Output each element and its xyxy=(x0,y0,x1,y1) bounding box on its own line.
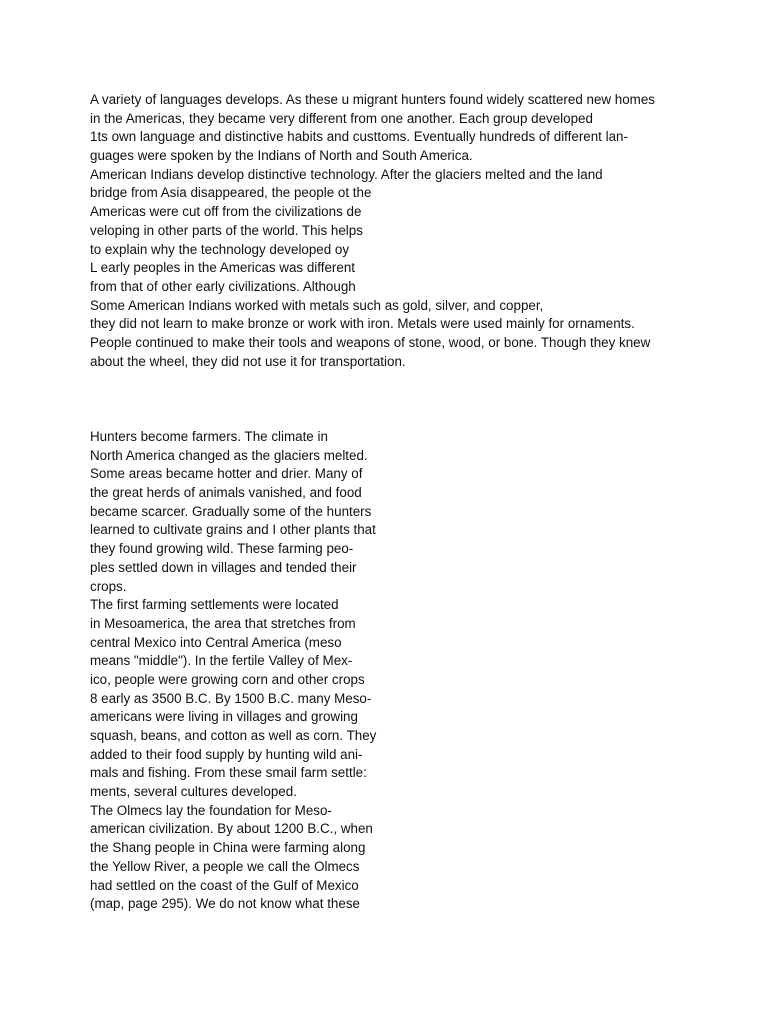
text-line: the great herds of animals vanished, and food xyxy=(90,485,362,501)
text-line: crops. xyxy=(90,578,127,594)
text-block-languages-technology xyxy=(90,91,655,371)
text-line: the Shang people in China were farming along xyxy=(90,840,366,856)
text-line: The first farming settlements were located xyxy=(90,597,339,613)
text-line: ico, people were growing corn and other crops xyxy=(90,671,365,687)
text-line: North America changed as the glaciers melted. xyxy=(90,447,368,463)
text-line: the Yellow River, a people we call the Olmecs xyxy=(90,858,360,874)
text-line: from that of other early civilizations. Although xyxy=(90,278,356,294)
text-line: central Mexico into Central America (meso xyxy=(90,634,342,650)
text-line: L early peoples in the Americas was different xyxy=(90,260,355,276)
text-line: bridge from Asia disappeared, the people ot the xyxy=(90,185,372,201)
text-line: Some areas became hotter and drier. Many of xyxy=(90,466,363,482)
text-line: they did not learn to make bronze or work with iron. Metals were used mainly for ornaments. xyxy=(90,316,635,332)
text-line: in Mesoamerica, the area that stretches from xyxy=(90,615,356,631)
text-line: american civilization. By about 1200 B.C., when xyxy=(90,821,373,837)
text-line: People continued to make their tools and weapons of stone, wood, or bone. Though they knew xyxy=(90,334,651,350)
text-line: Americas were cut off from the civilizations de xyxy=(90,204,362,220)
text-line: to explain why the technology developed oy xyxy=(90,241,350,257)
text-block-farmers-olmecs xyxy=(90,428,376,914)
text-line: A variety of languages develops. As these u migrant hunters found widely scattered new homes xyxy=(90,92,655,107)
text-line: (map, page 295). We do not know what these xyxy=(90,896,360,912)
text-line: mals and fishing. From these smail farm settle: xyxy=(90,765,367,781)
text-line: 8 early as 3500 B.C. By 1500 B.C. many Meso- xyxy=(90,690,372,706)
text-line: in the Americas, they became very different from one another. Each group developed xyxy=(90,110,593,126)
text-line: guages were spoken by the Indians of North and South America. xyxy=(90,148,473,164)
text-line: means "middle"). In the fertile Valley of Mex- xyxy=(90,653,353,669)
text-line: Some American Indians worked with metals such as gold, silver, and copper, xyxy=(90,297,544,313)
text-line: ments, several cultures developed. xyxy=(90,784,297,800)
text-line: Hunters become farmers. The climate in xyxy=(90,429,328,444)
text-line: added to their food supply by hunting wild ani- xyxy=(90,746,363,762)
text-line: had settled on the coast of the Gulf of Mexico xyxy=(90,877,359,893)
text-line: about the wheel, they did not use it for transportation. xyxy=(90,353,406,369)
text-line: they found growing wild. These farming peo- xyxy=(90,541,354,557)
text-line: learned to cultivate grains and I other plants that xyxy=(90,522,376,538)
text-line: American Indians develop distinctive technology. After the glaciers melted and the land xyxy=(90,166,603,182)
text-line: americans were living in villages and growing xyxy=(90,709,358,725)
text-line: squash, beans, and cotton as well as corn. They xyxy=(90,728,377,743)
text-line: ples settled down in villages and tended their xyxy=(90,559,357,575)
text-line: veloping in other parts of the world. This helps xyxy=(90,222,363,238)
text-line: 1ts own language and distinctive habits and custtoms. Eventually hundreds of different lan- xyxy=(90,129,628,145)
text-line: The Olmecs lay the foundation for Meso- xyxy=(90,802,332,818)
text-line: became scarcer. Gradually some of the hunters xyxy=(90,503,372,519)
